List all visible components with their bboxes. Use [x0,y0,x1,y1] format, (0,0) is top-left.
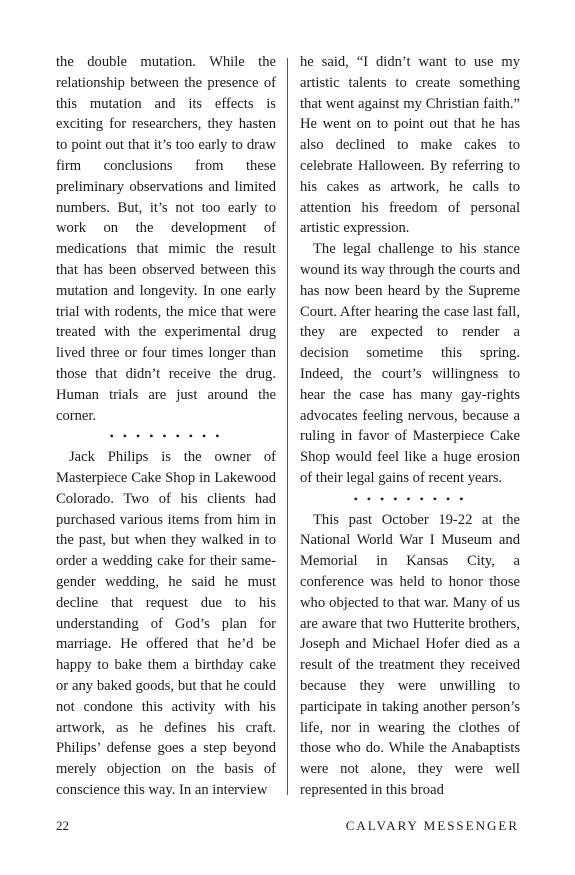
left-paragraph-1: the double mutation. While the relationship between the presence of this mutation and its effects is exciting for researchers, they hasten to point out that it’s too early to draw firm conclusions from these preliminary observations and limited numbers. But, it’s not too early to work on the development of medications that mimic the result that has been observed between this mutation and longevity. In one early trial with rodents, the mice that were treated with the experimental drug lived three or four times longer than those that didn’t receive the drug. Human trials are just around the corner. [56,54,276,424]
right-paragraph-2: The legal challenge to his stance wound its way through the courts and has now been heard by the Supreme Court. After hearing the case last fall, they are expected to render a decision sometime this spring. Indeed, the court’s willingness to hear the case has many gay-rights advocates feeling nervous, because a ruling in favor of Masterpiece Cake Shop would feel like a huge erosion of their legal gains of recent years. [300,241,520,486]
section-separator: • • • • • • • • • [353,491,467,506]
column-divider [287,58,288,795]
right-paragraph-1: he said, “I didn’t want to use my artistic talents to create something that went against my Christian faith.” He went on to point out that he has also declined to make cakes to celebrate Halloween. By referring to his cakes as artwork, he calls to attention his freedom of personal artistic expression. [300,54,520,237]
publication-title: CALVARY MESSENGER [345,818,519,833]
page-number: 22 [56,818,69,833]
right-column [300,52,520,801]
left-paragraph-2: Jack Philips is the owner of Masterpiece Cake Shop in Lakewood Colorado. Two of his clients had purchased various items from him in the past, but when they walked in to order a wedding cake for their same-gender wedding, he said he must decline that request due to his understanding of God’s plan for marriage. He offered that he’d be happy to bake them a birthday cake or any baked goods, but that he could not condone this activity with his artwork, as he defines his craft. Philips’ defense goes a step beyond merely objection on the basis of conscience this way. In an interview [56,449,276,798]
left-column [56,52,276,801]
section-separator: • • • • • • • • • [109,429,223,444]
right-paragraph-3: This past October 19-22 at the National World War I Museum and Memorial in Kansas City, a conference was held to honor those who objected to that war. Many of us are aware that two Hutterite brothers, Joseph and Michael Hofer died as a result of the treatment they received because they were unwilling to participate in taking another person’s life, nor in wearing the clothes of those who do. While the Anabaptists were not alone, they were well represented in this broad [300,511,520,798]
